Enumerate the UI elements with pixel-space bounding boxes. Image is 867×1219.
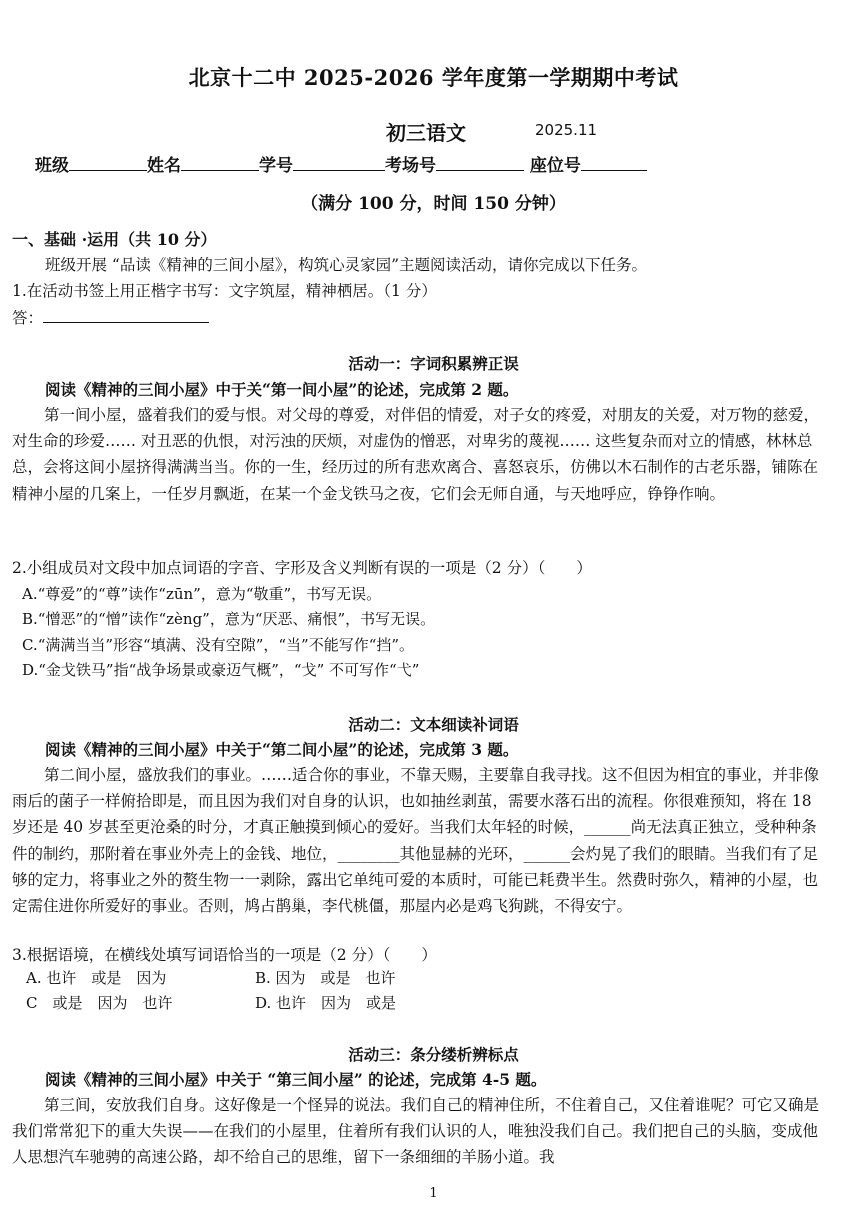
activity-2-passage: 第二间小屋，盛放我们的事业。……适合你的事业，不靠天赐，主要靠自我寻找。这不但因为相宜的事业，并非像雨后的菌子一样俯拾即是，而且因为我们对自身的认识，也如抽丝剥茧，需要水落石出的流程。你很难预知，将在 18 岁还是 40 岁甚至更沧桑的时分，才真正触摸到倾心的爱好。当我们太年轻的时候，______尚无法真正独立，受种种条件的制约，那附着在事业外壳上的金钱、地位，________其他显赫的光环，______会灼晃了我们的眼睛。当我们有了足够的定力，将事业之外的赘生物一一剥除，露出它单纯可爱的本质时，可能已耗费半生。然费时弥久，精神的小屋，也定需住进你所爱好的事业。否则，鸠占鹊巢，李代桃僵，那屋内必是鸡飞狗跳，不得安宁。	[12, 766, 820, 916]
exam-title: 北京十二中 2025-2026 学年度第一学期期中考试	[188, 65, 679, 90]
activity-3-lead: 阅读《精神的三间小屋》中关于 “第三间小屋” 的论述，完成第 4-5 题。	[45, 1070, 547, 1089]
answer-blank[interactable]	[43, 306, 209, 323]
student-id-label: 学号	[259, 156, 293, 176]
answer-line	[12, 306, 209, 328]
q2-option-d: D.“金戈铁马”指“战争场景或豪迈气概”，“戈” 不可写作“弋”	[22, 661, 420, 679]
question-3: 3.根据语境，在横线处填写词语恰当的一项是（2 分）（ ）	[12, 946, 437, 964]
student-info-row	[35, 151, 647, 176]
activity-3-passage: 第三间，安放我们自身。这好像是一个怪异的说法。我们自己的精神住所，不住着自己，又住着谁呢？可它又确是我们常常犯下的重大失误——在我们的小屋里，住着所有我们认识的人，唯独没我们自己。我们把自己的头脑，变成他人思想汽车驰骋的高速公路，却不给自己的思维，留下一条细细的羊肠小道。我	[12, 1096, 820, 1167]
page-number: 1	[429, 1186, 438, 1201]
q3-choice-d: D. 也许 因为 或是	[255, 994, 397, 1012]
activity-1-lead: 阅读《精神的三间小屋》中于关“第一间小屋”的论述，完成第 2 题。	[45, 380, 519, 399]
section-intro: 班级开展 “品读《精神的三间小屋》，构筑心灵家园”主题阅读活动，请你完成以下任务。	[45, 256, 648, 274]
q2-option-b: B.“憎恶”的“憎”读作“zèng”，意为“厌恶、痛恨”，书写无误。	[22, 610, 436, 628]
q2-option-a: A.“尊爱”的“尊”读作“zūn”，意为“敬重”，书写无误。	[22, 585, 382, 603]
subject-title: 初三语文	[386, 121, 466, 145]
question-2: 2.小组成员对文段中加点词语的字音、字形及含义判断有误的一项是（2 分）（ ）	[12, 559, 592, 577]
activity-2-lead: 阅读《精神的三间小屋》中关于“第二间小屋”的论述，完成第 3 题。	[45, 740, 519, 759]
exam-room-label: 考场号	[385, 156, 436, 176]
activity-3-title: 活动三：条分缕析辨标点	[348, 1045, 519, 1064]
section-heading: 一、基础 ·运用（共 10 分）	[12, 230, 217, 249]
answer-label: 答：	[12, 309, 44, 327]
exam-room-blank[interactable]	[436, 154, 524, 171]
class-label: 班级	[35, 156, 69, 176]
activity-1-passage: 第一间小屋，盛着我们的爱与恨。对父母的尊爱，对伴侣的情爱，对子女的疼爱，对朋友的关爱，对万物的慈爱，对生命的珍爱…… 对丑恶的仇恨，对污浊的厌烦，对虚伪的憎恶，对卑劣的蔑视…… 这些复杂而对立的情感，林林总总，会将这间小屋挤得满满当当。你的一生，经历过的所有悲欢离合、喜怒哀乐，仿佛以木石制作的古老乐器，铺陈在精神小屋的几案上，一任岁月飘逝，在某一个金戈铁马之夜，它们会无师自通，与天地呼应，铮铮作响。	[12, 406, 820, 503]
q2-option-c: C.“满满当当”形容“填满、没有空隙”，“当”不能写作“挡”。	[22, 636, 415, 654]
score-time-note: （满分 100 分，时间 150 分钟）	[301, 194, 566, 214]
exam-date: 2025.11	[535, 121, 598, 139]
seat-blank[interactable]	[581, 154, 647, 171]
student-id-blank[interactable]	[293, 154, 385, 171]
q3-choice-a: A. 也许 或是 因为	[26, 969, 167, 987]
q3-choice-c: C 或是 因为 也许	[26, 994, 173, 1012]
name-label: 姓名	[147, 156, 181, 176]
seat-label: 座位号	[529, 156, 581, 176]
q3-choice-b: B. 因为 或是 也许	[255, 969, 396, 987]
activity-2-title: 活动二：文本细读补词语	[348, 715, 519, 734]
activity-1-title: 活动一：字词积累辨正误	[348, 354, 519, 373]
question-1: 1.在活动书签上用正楷字书写：文字筑屋，精神栖居。（1 分）	[12, 282, 437, 300]
name-blank[interactable]	[181, 154, 259, 171]
class-blank[interactable]	[69, 154, 147, 171]
